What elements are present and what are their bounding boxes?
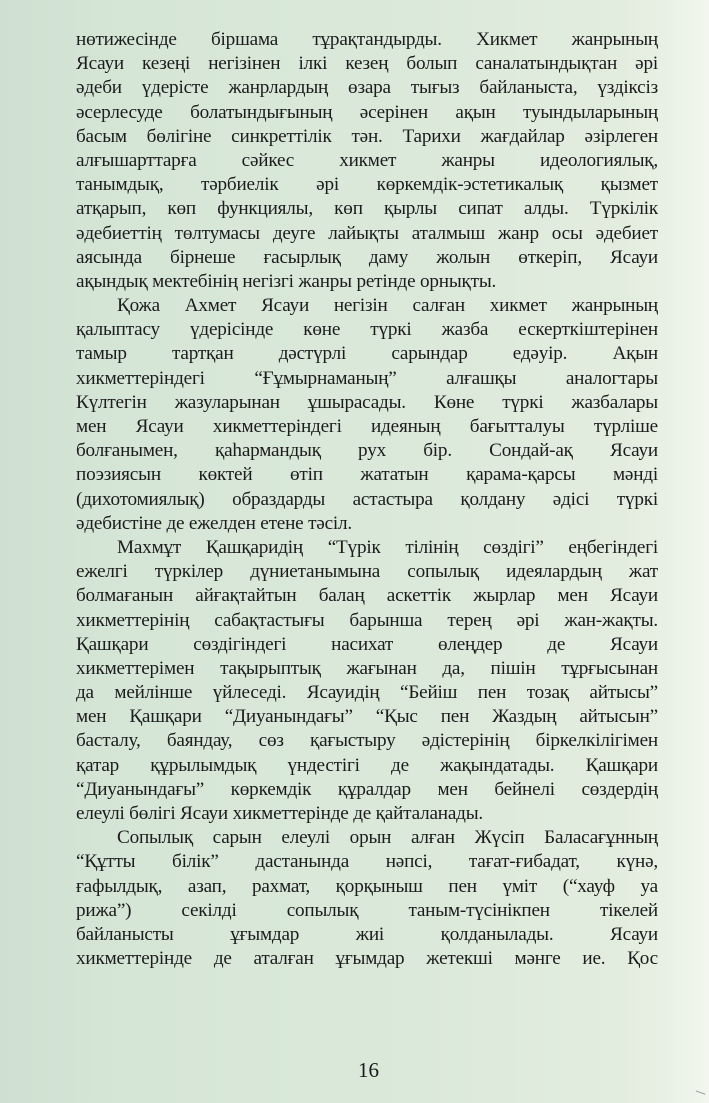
text-line: басым бөлігіне синкреттілік тән. Тарихи жағдайлар әзірлеген [76, 125, 658, 147]
paragraph-4 [76, 826, 658, 971]
text-line: танымдық, тәрбиелік әрі көркемдік-эстетикалық қызмет [76, 174, 658, 196]
text-line: қалыптасу үдерісінде көне түркі жазба ескерткіштерінен [76, 319, 658, 341]
text-line: ғафылдық, азап, рахмат, қорқыныш пен үміт (“хауф уа [76, 875, 658, 897]
text-line: поэзиясын көктей өтіп жататын қарама-қарсы мәнді [76, 464, 658, 486]
text-line: әсерлесуде болатындығының әсерінен ақын туындыларының [76, 101, 658, 123]
text-line: елеулі бөлігі Ясауи хикметтерінде де қайталанады. [76, 803, 484, 824]
text-line: (дихотомиялық) образдарды астастыра қолдану әдісі түркі [76, 488, 658, 510]
text-line: алғышарттарға сәйкес хикмет жанры идеологиялық, [76, 149, 658, 171]
text-line: Сопылық сарын елеулі орын алған Жүсіп Баласағұнның [117, 827, 658, 849]
text-line: қатар құрылымдық үндестігі де жақындатады. Қашқари [76, 754, 658, 776]
text-line: “Диуанындағы” көркемдік құралдар мен бейнелі сөздердің [76, 778, 658, 800]
text-line: рижа”) секілді сопылық таным-түсінікпен тікелей [76, 899, 658, 921]
text-line: хикметтеріндегі “Ғұмырнаманың” алғашқы аналогтары [76, 367, 658, 389]
text-line: Махмұт Қашқаридің “Түрік тілінің сөздігі” еңбегіндегі [117, 536, 658, 558]
text-line: әдебиеттің төлтумасы деуге лайықты аталмыш жанр осы әдебиет [76, 222, 658, 244]
text-line: да мейлінше үйлеседі. Ясауидің “Бейіш пен тозақ айтысы” [76, 682, 658, 704]
text-line: хикметтерімен тақырыптық жағынан да, пішін тұрғысынан [76, 657, 658, 679]
text-line: “Құтты білік” дастанында нәпсі, тағат-ғибадат, күнә, [76, 851, 658, 873]
text-line: мен Ясауи хикметтеріндегі идеяның бағытталуы түрліше [76, 416, 658, 437]
text-line: ақындық мектебінің негізгі жанры ретінде орнықты. [76, 270, 497, 292]
text-line: әдеби үдерісте жанрлардың өзара тығыз байланыста, үздіксіз [76, 77, 658, 99]
page-edge-shadow [669, 0, 709, 1103]
text-line: мен Қашқари “Диуанындағы” “Қыс пен Жаздың айтысын” [76, 706, 658, 728]
text-line: Қашқари сөздігіндегі насихат өлеңдер де Ясауи [76, 633, 658, 655]
paragraph-3 [76, 536, 658, 826]
text-line: болғанымен, қаһармандық рух бір. Сондай-ақ Ясауи [76, 440, 658, 462]
text-line: ежелгі түркілер дүниетанымына сопылық идеялардың жат [76, 561, 658, 583]
text-line: болмағанын айғақтайтын балаң аскеттік жырлар мен Ясауи [76, 585, 658, 607]
text-line: хикметтерінде де аталған ұғымдар жетекші мәнге ие. Қос [76, 948, 658, 970]
text-line: хикметтерінің сабақтастығы барынша терең әрі жан-жақты. [76, 609, 658, 631]
text-line: тамыр тартқан дәстүрлі сарындар едәуір. Ақын [76, 343, 658, 365]
page-number: 16 [358, 1058, 379, 1082]
text-line: аясында бірнеше ғасырлық даму жолын өткеріп, Ясауи [76, 246, 658, 268]
book-page-body [76, 28, 658, 971]
text-line: Қожа Ахмет Ясауи негізін салған хикмет жанрының [117, 295, 658, 317]
text-line: байланысты ұғымдар жиі қолданылады. Ясауи [76, 923, 658, 945]
paragraph-2 [76, 294, 658, 536]
text-line: нөтижесінде біршама тұрақтандырды. Хикмет жанрының [76, 29, 658, 50]
paragraph-1 [76, 28, 658, 294]
text-line: атқарып, көп функциялы, көп қырлы сипат алды. Түркілік [76, 198, 658, 220]
text-line: Күлтегін жазуларынан ұшырасады. Көне түркі жазбалары [76, 391, 658, 413]
text-line: әдебистіне де ежелден етене тәсіл. [76, 512, 352, 534]
text-line: басталу, баяндау, сөз қағыстыру әдістерінің біркелкілігімен [76, 730, 658, 752]
text-line: Ясауи кезеңі негізінен ілкі кезең болып саналатындықтан әрі [76, 53, 658, 75]
